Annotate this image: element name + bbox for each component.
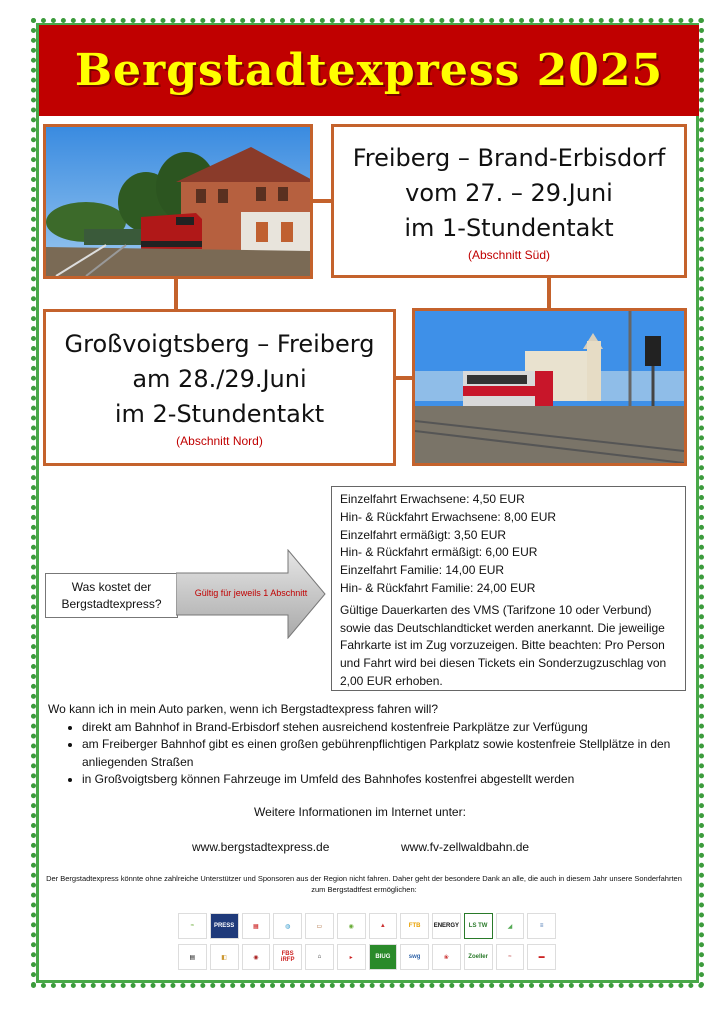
price-item: Einzelfahrt Erwachsene: 4,50 EUR — [340, 492, 525, 506]
photo-locomotive-station — [43, 124, 313, 279]
connector — [395, 376, 413, 380]
parking-item: • in Großvoigtsberg können Fahrzeuge im Umfeld des Bahnhofes kostenfrei abgestellt werden — [82, 771, 688, 789]
sponsor-logo: FBS iRFP — [273, 944, 302, 970]
price-list — [331, 486, 686, 691]
sponsor-logo: ≈ — [178, 913, 207, 939]
sponsor-logo: ◉ — [242, 944, 271, 970]
arrow-note: Gültig für jeweils 1 Abschnitt — [194, 588, 308, 598]
sponsor-logos — [178, 913, 556, 975]
south-section: (Abschnitt Süd) — [467, 247, 551, 262]
sponsor-logo: ≈ — [496, 944, 525, 970]
sponsor-logo: swg — [400, 944, 429, 970]
north-section: (Abschnitt Nord) — [176, 434, 263, 448]
parking-section — [48, 701, 688, 789]
link-bergstadtexpress[interactable]: www.bergstadtexpress.de — [192, 840, 330, 854]
north-interval: im 2-Stundentakt — [114, 400, 325, 428]
south-interval: im 1-Stundentakt — [404, 213, 614, 242]
sponsor-logo: ◧ — [210, 944, 239, 970]
price-question-line2: Bergstadtexpress? — [61, 596, 162, 611]
schedule-box-north — [43, 309, 396, 466]
price-item: Hin- & Rückfahrt ermäßigt: 6,00 EUR — [340, 545, 538, 560]
sponsor-logo: FTB — [400, 913, 429, 939]
sponsor-logo: ≡ — [527, 913, 556, 939]
sponsor-logo: ⌂ — [305, 944, 334, 970]
price-item: Hin- & Rückfahrt Erwachsene: 8,00 EUR — [340, 509, 557, 524]
sponsor-logo: ◢ — [496, 913, 525, 939]
north-route: Großvoigtsberg – Freiberg — [64, 330, 375, 358]
ticket-note: Gültige Dauerkarten des VMS (Tarifzone 10 oder Verbund) sowie das Deutschlandticket werden anerkannt. Die jeweilige Fahrkarte ist im Zug vorzuzeigen. Bitte beachten: Pro Person und Fahrt wird bei diesen Tickets ein Sonderzugzuschlag von 2,00 EUR erhoben. — [340, 602, 667, 688]
sponsor-logo: Zoeller — [464, 944, 493, 970]
parking-item: • direkt am Bahnhof in Brand-Erbisdorf stehen ausreichend kostenfreie Parkplätze zur Verfügung — [82, 719, 688, 737]
parking-item: • am Freiberger Bahnhof gibt es einen großen gebührenpflichtigen Parkplatz sowie kostenfreie Stellplätze in den anliegenden Straßen — [82, 736, 688, 771]
poster-title-banner — [39, 25, 699, 116]
info-heading: Weitere Informationen im Internet unter: — [254, 805, 466, 819]
sponsor-logo: LS TW — [464, 913, 493, 939]
sponsor-logo: ◍ — [273, 913, 302, 939]
connector — [174, 278, 178, 311]
sponsor-logo: PRESS — [210, 913, 239, 939]
price-question-box — [45, 573, 178, 618]
price-item: Hin- & Rückfahrt Familie: 24,00 EUR — [340, 580, 536, 595]
photo-railcar — [412, 308, 687, 466]
sponsor-logo: ◉ — [337, 913, 366, 939]
price-item: Einzelfahrt Familie: 14,00 EUR — [340, 563, 505, 578]
sponsor-logo: BIUG — [369, 944, 398, 970]
south-dates: vom 27. – 29.Juni — [405, 178, 613, 207]
price-item: Einzelfahrt ermäßigt: 3,50 EUR — [340, 527, 507, 542]
south-route: Freiberg – Brand-Erbisdorf — [352, 143, 666, 172]
sponsor-thanks: Der Bergstadtexpress könnte ohne zahlreiche Unterstützer und Sponsoren aus der Region nicht fahren. Daher geht der besondere Dank an alle, die auch in diesem Jahr unsere Sonderfahrten zum Bergstadtfest ermöglichen: — [46, 874, 682, 894]
parking-question: Wo kann ich in mein Auto parken, wenn ich Bergstadtexpress fahren will? — [48, 702, 438, 716]
sponsor-logo: ▦ — [242, 913, 271, 939]
sponsor-logo: ▭ — [305, 913, 334, 939]
sponsor-logo: ▲ — [369, 913, 398, 939]
sponsor-logo: ▤ — [178, 944, 207, 970]
north-dates: am 28./29.Juni — [132, 365, 307, 393]
sponsor-logo: ❀ — [432, 944, 461, 970]
sponsor-logo: ENERGY — [432, 913, 461, 939]
connector — [547, 276, 551, 310]
price-question-line1: Was kostet der — [71, 579, 152, 594]
poster-title: Bergstadtexpress 2025 — [74, 45, 664, 96]
link-fv-zellwaldbahn[interactable]: www.fv-zellwaldbahn.de — [401, 840, 530, 854]
sponsor-logo: ▸ — [337, 944, 366, 970]
schedule-box-south — [331, 124, 687, 278]
sponsor-logo: ▬ — [527, 944, 556, 970]
